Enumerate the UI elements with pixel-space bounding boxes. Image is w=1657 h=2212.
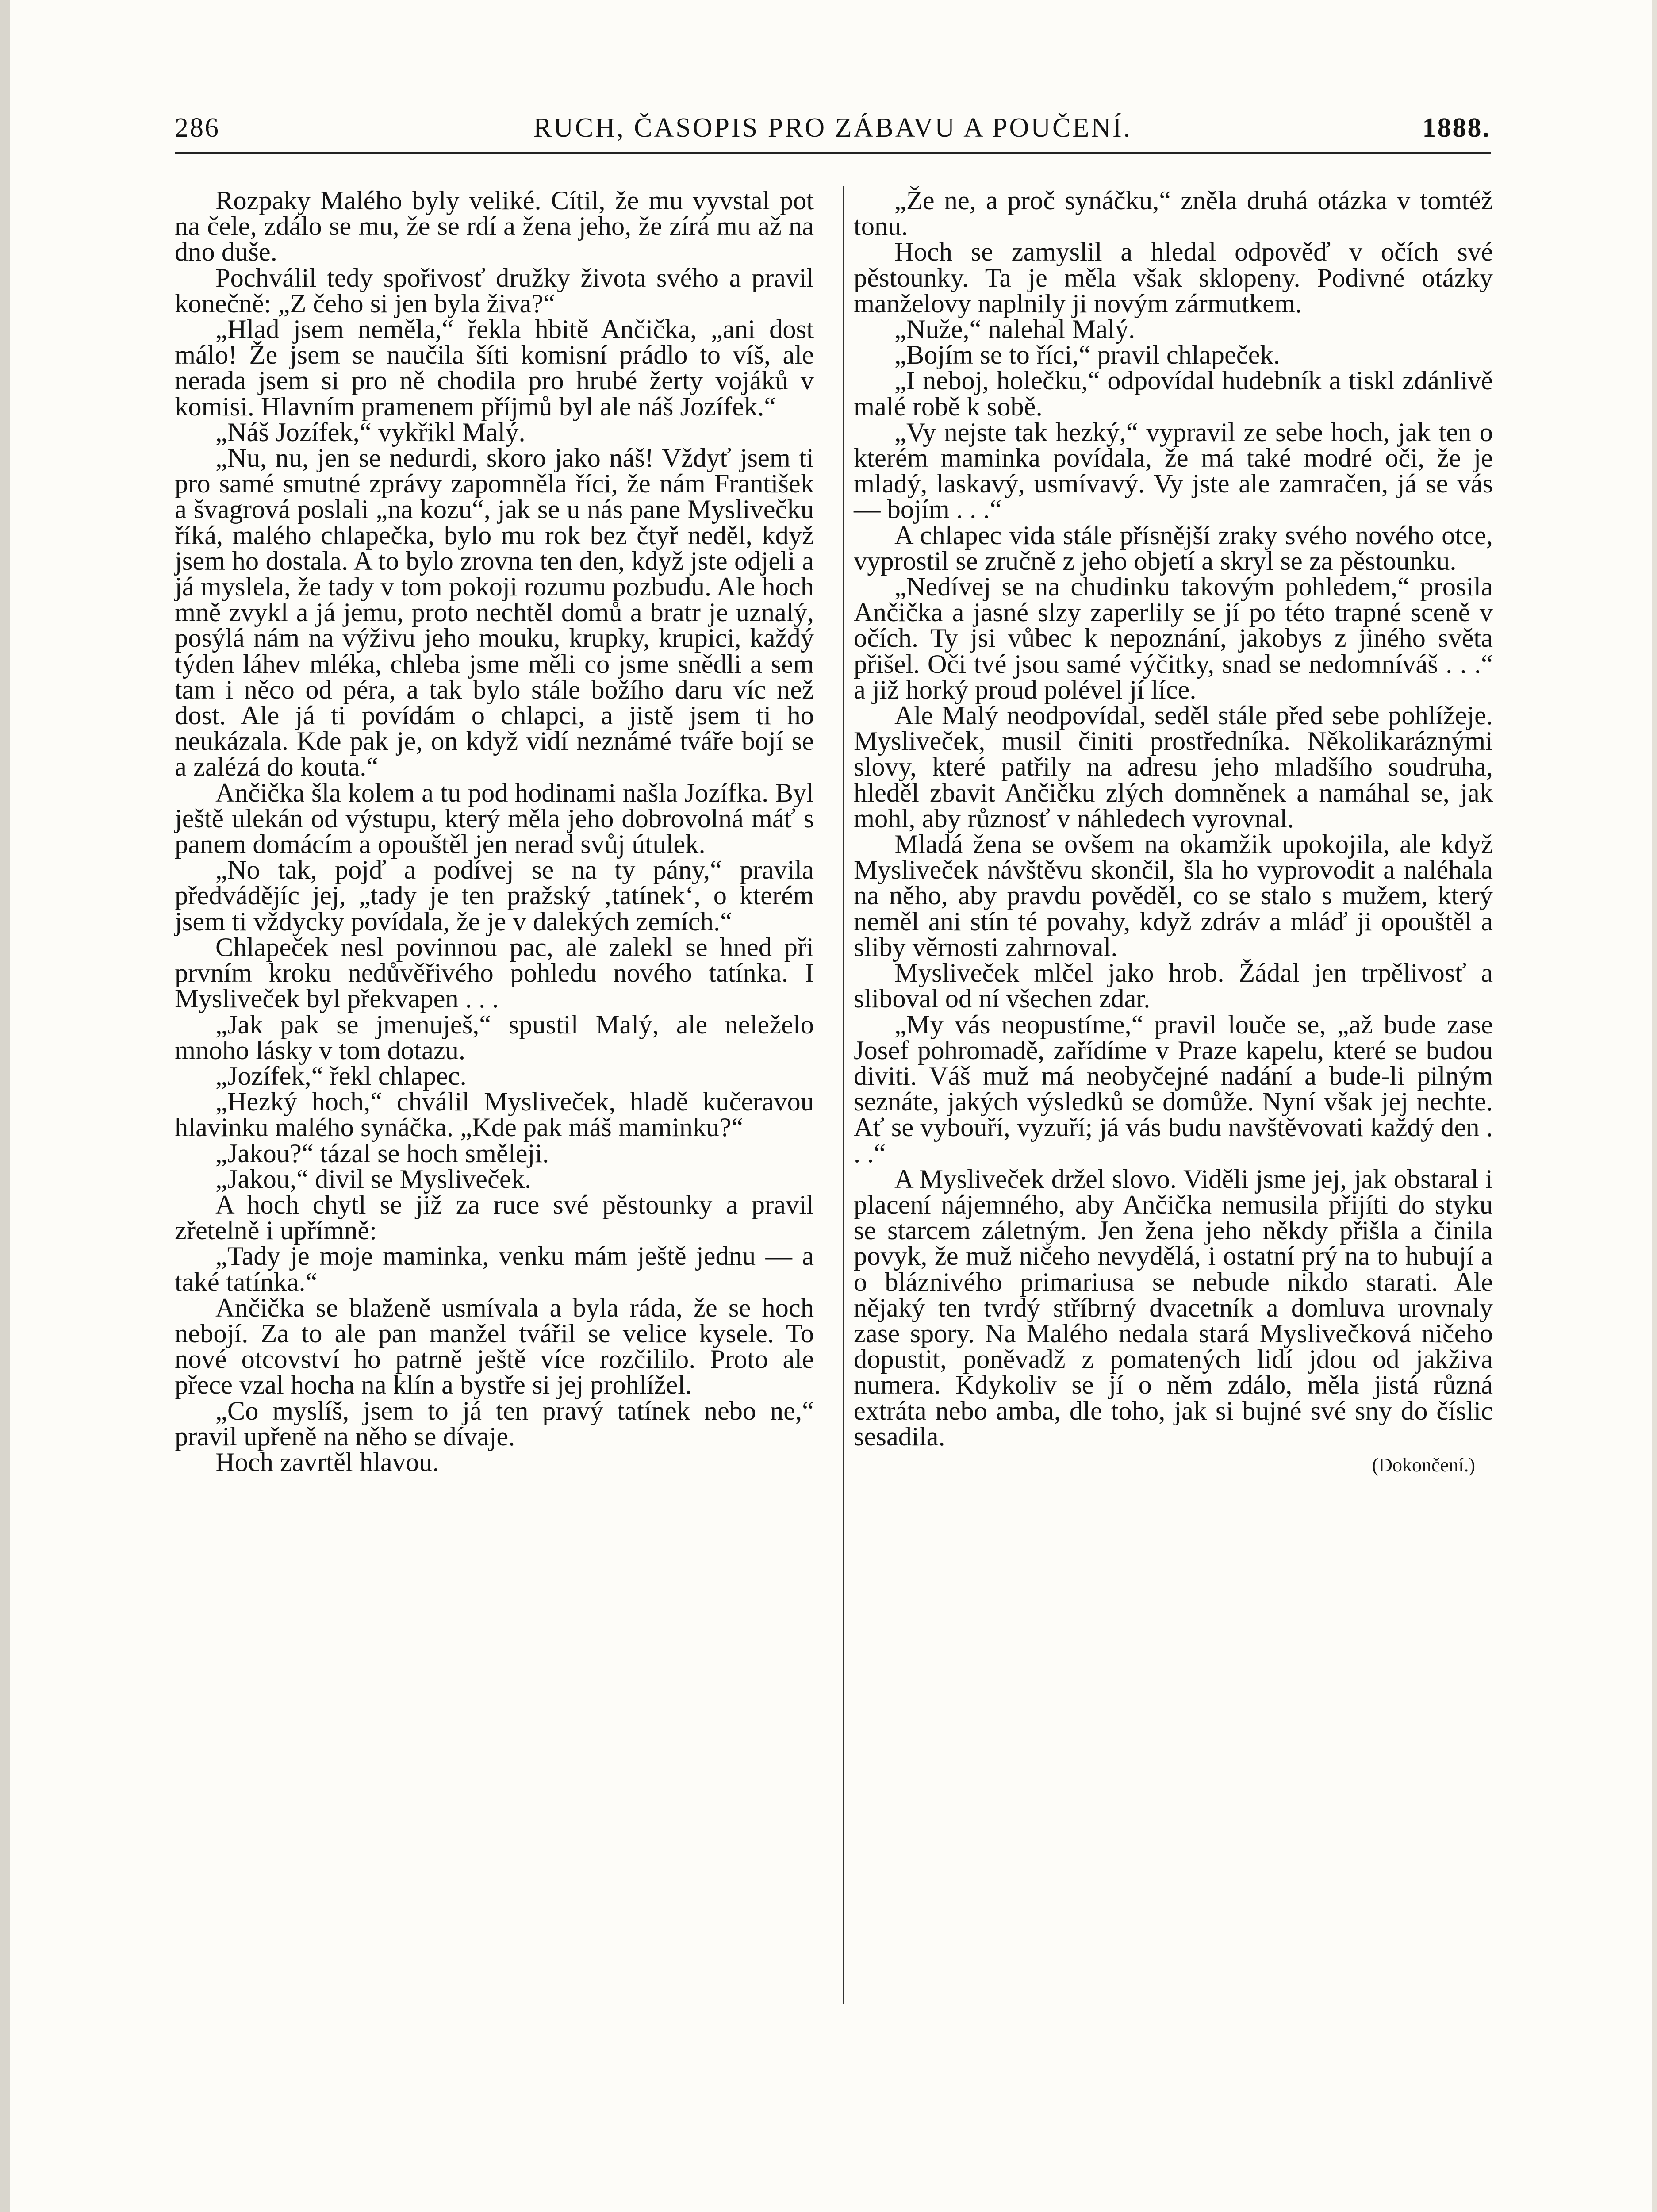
left-column-paragraph: Chlapeček nesl povinnou pac, ale zalekl se hned při prvním kroku nedůvěřivého pohledu nového tatínka. I Mysliveček byl překvapen . . .	[175, 932, 814, 1014]
right-column-paragraph: A Mysliveček držel slovo. Viděli jsme jej, jak obstaral i placení nájemného, aby Ančička nemusila přijíti do styku se starcem záletným. Jen žena jeho někdy přišla a činila povyk, že muž ničeho nevydělá, i ostatní prý na to hubují a o bláznivého primariusa se nebude nikdo starati. Ale nějaký ten tvrdý stříbrný dvacetník a domluva urovnaly zase spory. Na Malého nedala stará Myslivečková ničeho dopustit, poněvadž z pomatených lidí jdou od jakživa numera. Kdykoliv se jí o něm zdálo, měla jistá různá extráta nebo amba, dle toho, jak si bujné své sny do číslic sesadila.	[854, 1164, 1493, 1452]
right-column-paragraph: A chlapec vida stále přísnější zraky svého nového otce, vyprostil se zručně z jeho objetí a skryl se za pěstounku.	[854, 520, 1493, 576]
left-column-paragraph: „Jakou,“ divil se Mysliveček.	[215, 1164, 532, 1194]
page-number: 286	[175, 113, 220, 143]
right-column-paragraph: „My vás neopustíme,“ pravil louče se, „až bude zase Josef pohromadě, zařídíme v Praze kapelu, které se budou diviti. Váš muž má neobyčejné nadání a bude-li pilným seznáte, jakých výsledků se domůže. Nyní však jej nechte. Ať se vybouří, vyzuří; já vás budu navštěvovati každý den . . .“	[854, 1010, 1493, 1168]
left-column-paragraph: „Nu, nu, jen se nedurdi, skoro jako náš! Vždyť jsem ti pro samé smutné zprávy zapomněla říci, že nám František a švagrová poslali „na kozu“, jak se u nás pane Myslivečku říká, malého chlapečka, bylo mu rok bez čtyř neděl, když jsem ho dostala. A to bylo zrovna ten den, když jste odjeli a já myslela, že tady v tom pokoji rozumu pozbudu. Ale hoch mně zvykl a já jemu, proto nechtěl domů a bratr je uznalý, posýlá nám na výživu jeho mouku, krupky, krupici, každý týden láhev mléka, chleba jsme měli co jsme snědli a sem tam i něco od péra, a tak bylo stále božího daru víc než dost. Ale já ti povídám o chlapci, a jistě jsem ti ho neukázala. Kde pak je, on když vidí neznámé tváře bojí se a zalézá do kouta.“	[175, 443, 814, 782]
right-column-paragraph: Mladá žena se ovšem na okamžik upokojila, ale když Mysliveček návštěvu skončil, šla ho vyprovodit a naléhala na něho, aby pravdu pověděl, co se stalo s mužem, který neměl ani stín té povahy, když zdráv a mláď ji opouštěl a sliby věrnosti zahrnoval.	[854, 830, 1493, 962]
left-column-paragraph: „Náš Jozífek,“ vykřikl Malý.	[215, 417, 525, 447]
left-column-paragraph: Pochválil tedy spořivosť družky života svého a pravil konečně: „Z čeho si jen byla živa?“	[175, 263, 814, 319]
running-header	[175, 106, 1491, 155]
left-column-paragraph: „Jakou?“ tázal se hoch směleji.	[215, 1138, 549, 1168]
left-column-paragraph: Ančička šla kolem a tu pod hodinami našla Jozífka. Byl ještě ulekán od výstupu, který měla jeho dobrovolná máť s panem domácím a opouštěl jen nerad svůj útulek.	[175, 778, 814, 860]
left-column-paragraph: „No tak, pojď a podívej se na ty pány,“ pravila předvádějíc jej, „tady je ten pražský ‚tatínek‘, o kterém jsem ti vždycky povídala, že je v dalekých zemích.“	[175, 855, 814, 937]
right-column-paragraph: „Vy nejste tak hezký,“ vypravil ze sebe hoch, jak ten o kterém maminka povídala, že má také modré oči, že je mladý, laskavý, usmívavý. Vy jste ale zamračen, já se vás — bojím . . .“	[854, 417, 1493, 525]
running-title: RUCH, ČASOPIS PRO ZÁBAVU A POUČENÍ.	[533, 113, 1132, 143]
right-column	[854, 188, 1493, 1481]
left-column-paragraph: A hoch chytl se již za ruce své pěstounky a pravil zřetelně i upřímně:	[175, 1190, 814, 1246]
continuation-note: (Dokončení.)	[1372, 1454, 1475, 1476]
left-column	[175, 188, 814, 1475]
left-column-paragraph: Ančička se blaženě usmívala a byla ráda, že se hoch nebojí. Za to ale pan manžel tvářil se velice kysele. To nové otcovství ho patrně ještě více rozčililo. Proto ale přece vzal hocha na klín a bystře si jej prohlížel.	[175, 1293, 814, 1400]
right-column-paragraph: Mysliveček mlčel jako hrob. Žádal jen trpělivosť a sliboval od ní všechen zdar.	[854, 958, 1493, 1014]
right-column-paragraph: „I neboj, holečku,“ odpovídal hudebník a tiskl zdánlivě malé robě k sobě.	[854, 366, 1493, 422]
scan-left-edge	[0, 0, 10, 2212]
left-column-paragraph: „Hlad jsem neměla,“ řekla hbitě Ančička, „ani dost málo! Že jsem se naučila šíti komisní prádlo to víš, ale nerada jsem si pro ně chodila pro hrubé žerty vojáků v komisi. Hlavním pramenem příjmů byl ale náš Jozífek.“	[175, 315, 814, 422]
left-column-paragraph: „Jozífek,“ řekl chlapec.	[215, 1061, 467, 1091]
right-column-paragraph: „Nuže,“ nalehal Malý.	[894, 315, 1135, 345]
left-column-paragraph: „Tady je moje maminka, venku mám ještě jednu — a také tatínka.“	[175, 1241, 814, 1297]
left-column-paragraph: Rozpaky Malého byly veliké. Cítil, že mu vyvstal pot na čele, zdálo se mu, že se rdí a žena jeho, že zírá mu až na dno duše.	[175, 186, 814, 267]
header-rule	[175, 152, 1491, 154]
left-column-paragraph: „Hezký hoch,“ chválil Mysliveček, hladě kučeravou hlavinku malého synáčka. „Kde pak máš maminku?“	[175, 1087, 814, 1143]
right-column-paragraph: „Bojím se to říci,“ pravil chlapeček.	[894, 340, 1280, 370]
scan-right-edge	[1652, 0, 1657, 2212]
left-column-paragraph: Hoch zavrtěl hlavou.	[215, 1447, 439, 1477]
left-column-paragraph: „Jak pak se jmenuješ,“ spustil Malý, ale neleželo mnoho lásky v tom dotazu.	[175, 1010, 814, 1065]
right-column-paragraph: Hoch se zamyslil a hledal odpověď v očích své pěstounky. Ta je měla však sklopeny. Podivné otázky manželovy naplnily ji novým zármutkem.	[854, 237, 1493, 319]
right-column-paragraph: Ale Malý neodpovídal, seděl stále před sebe pohlížeje. Mysliveček, musil činiti prostředníka. Několikaráznými slovy, které patřily na adresu jeho mladšího soudruha, hleděl zbavit Ančičku zlých domněnek a namáhal se, jak mohl, aby různosť v náhledech vyrovnal.	[854, 701, 1493, 833]
year: 1888.	[1422, 113, 1491, 143]
right-column-paragraph: „Že ne, a proč synáčku,“ zněla druhá otázka v tomtéž tonu.	[854, 186, 1493, 242]
right-column-paragraph: „Nedívej se na chudinku takovým pohledem,“ prosila Ančička a jasné slzy zaperlily se jí po této trapné sceně v očích. Ty jsi vůbec k nepoznání, jakobys z jiného světa přišel. Oči tvé jsou samé výčitky, snad se nedomníváš . . .“ a již horký proud polével jí líce.	[854, 572, 1493, 705]
column-divider	[843, 186, 844, 2004]
left-column-paragraph: „Co myslíš, jsem to já ten pravý tatínek nebo ne,“ pravil upřeně na něho se dívaje.	[175, 1396, 814, 1452]
